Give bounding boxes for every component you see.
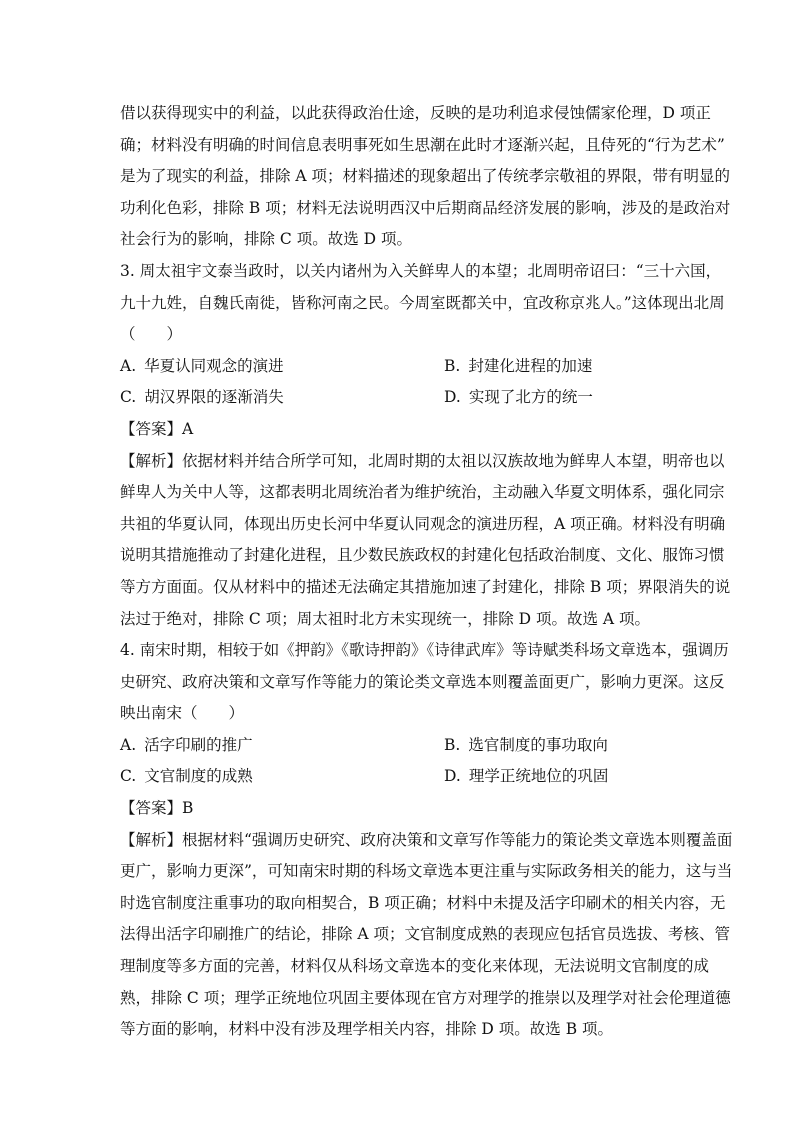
text-line: 【解析】依据材料并结合所学可知，北周时期的太祖以汉族故地为鲜卑人本望，明帝也以	[120, 451, 725, 470]
document-page	[120, 98, 733, 1046]
text-line: 鲜卑人为关中人等，这都表明北周统治者为维护统治，主动融入华夏文明体系，强化同宗	[120, 483, 725, 502]
text-line: 【答案】B	[120, 799, 194, 818]
option-letter: C.	[120, 388, 137, 407]
text-line: 4. 南宋时期，相较于如《押韵》《歌诗押韵》《诗律武库》等诗赋类科场文章选本，强调历	[120, 641, 729, 660]
option-row	[120, 761, 680, 793]
option-text: 文官制度的成熟	[144, 767, 253, 786]
text-line: 等方方面面。仅从材料中的描述无法确定其措施加速了封建化，排除 B 项；界限消失的说	[120, 577, 731, 596]
answer-option	[120, 730, 444, 762]
option-letter: B.	[444, 735, 461, 754]
option-text: 胡汉界限的逐渐消失	[144, 388, 284, 407]
option-letter: D.	[444, 388, 461, 407]
answer-option	[444, 730, 608, 762]
option-text: 实现了北方的统一	[468, 388, 593, 407]
text-line: （ ）	[120, 325, 183, 344]
text-line: 确；材料没有明确的时间信息表明事死如生思潮在此时才逐渐兴起，且侍死的“行为艺术”	[120, 135, 725, 154]
text-line: 时选官制度注重事功的取向相契合，B 项正确；材料中未提及活字印刷术的相关内容，无	[120, 893, 726, 912]
text-line: 理制度等多方面的完善，材料仅从科场文章选本的变化来体现，无法说明文官制度的成	[120, 957, 710, 976]
text-line: 九十九姓，自魏氏南徙，皆称河南之民。今周室既都关中，宜改称京兆人。”这体现出北周	[120, 293, 725, 312]
option-row	[120, 382, 680, 414]
text-line: 映出南宋（ ）	[120, 704, 245, 723]
text-line: 史研究、政府决策和文章写作等能力的策论类文章选本则覆盖面更广，影响力更深。这反	[120, 672, 725, 691]
option-row	[120, 730, 680, 762]
answer-option	[444, 761, 608, 793]
text-line: 3. 周太祖宇文泰当政时，以关内诸州为入关鲜卑人的本望；北周明帝诏曰：“三十六国，	[120, 261, 722, 280]
text-line: 法得出活字印刷推广的结论，排除 A 项；文官制度成熟的表现应包括官员选拔、考核、管	[120, 925, 731, 944]
text-line: 【答案】A	[120, 419, 194, 438]
option-letter: A.	[120, 735, 137, 754]
option-text: 华夏认同观念的演进	[144, 356, 284, 375]
answer-option	[120, 761, 444, 793]
option-text: 活字印刷的推广	[144, 735, 253, 754]
text-line: 熟，排除 C 项；理学正统地位巩固主要体现在官方对理学的推崇以及理学对社会伦理道德	[120, 988, 731, 1007]
text-line: 【解析】根据材料“强调历史研究、政府决策和文章写作等能力的策论类文章选本则覆盖面	[120, 830, 733, 849]
text-line: 功利化色彩，排除 B 项；材料无法说明西汉中后期商品经济发展的影响，涉及的是政治对	[120, 198, 731, 217]
option-text: 选官制度的事功取向	[468, 735, 608, 754]
option-letter: B.	[444, 356, 461, 375]
answer-option	[444, 351, 592, 383]
text-line: 更广，影响力更深”，可知南宋时期的科场文章选本更注重与实际政务相关的能力，这与当	[120, 862, 733, 881]
option-text: 封建化进程的加速	[468, 356, 593, 375]
text-line: 是为了现实的利益，排除 A 项；材料描述的现象超出了传统孝宗敬祖的界限，带有明显的	[120, 167, 731, 186]
text-line: 法过于绝对，排除 C 项；周太祖时北方未实现统一，排除 D 项。故选 A 项。	[120, 609, 651, 628]
option-letter: A.	[120, 356, 137, 375]
text-line: 社会行为的影响，排除 C 项。故选 D 项。	[120, 230, 412, 249]
answer-option	[444, 382, 593, 414]
option-letter: D.	[444, 767, 461, 786]
answer-option	[120, 382, 444, 414]
option-letter: C.	[120, 767, 137, 786]
text-line: 等方面的影响，材料中没有涉及理学相关内容，排除 D 项。故选 B 项。	[120, 1020, 614, 1039]
text-line: 共祖的华夏认同，体现出历史长河中华夏认同观念的演进历程，A 项正确。材料没有明确	[120, 514, 726, 533]
text-line: 说明其措施推动了封建化进程，且少数民族政权的封建化包括政治制度、文化、服饰习惯	[120, 546, 725, 565]
option-text: 理学正统地位的巩固	[468, 767, 609, 786]
text-line: 借以获得现实中的利益，以此获得政治仕途，反映的是功利追求侵蚀儒家伦理，D 项正	[120, 104, 711, 122]
answer-option	[120, 351, 444, 383]
option-row	[120, 351, 680, 383]
